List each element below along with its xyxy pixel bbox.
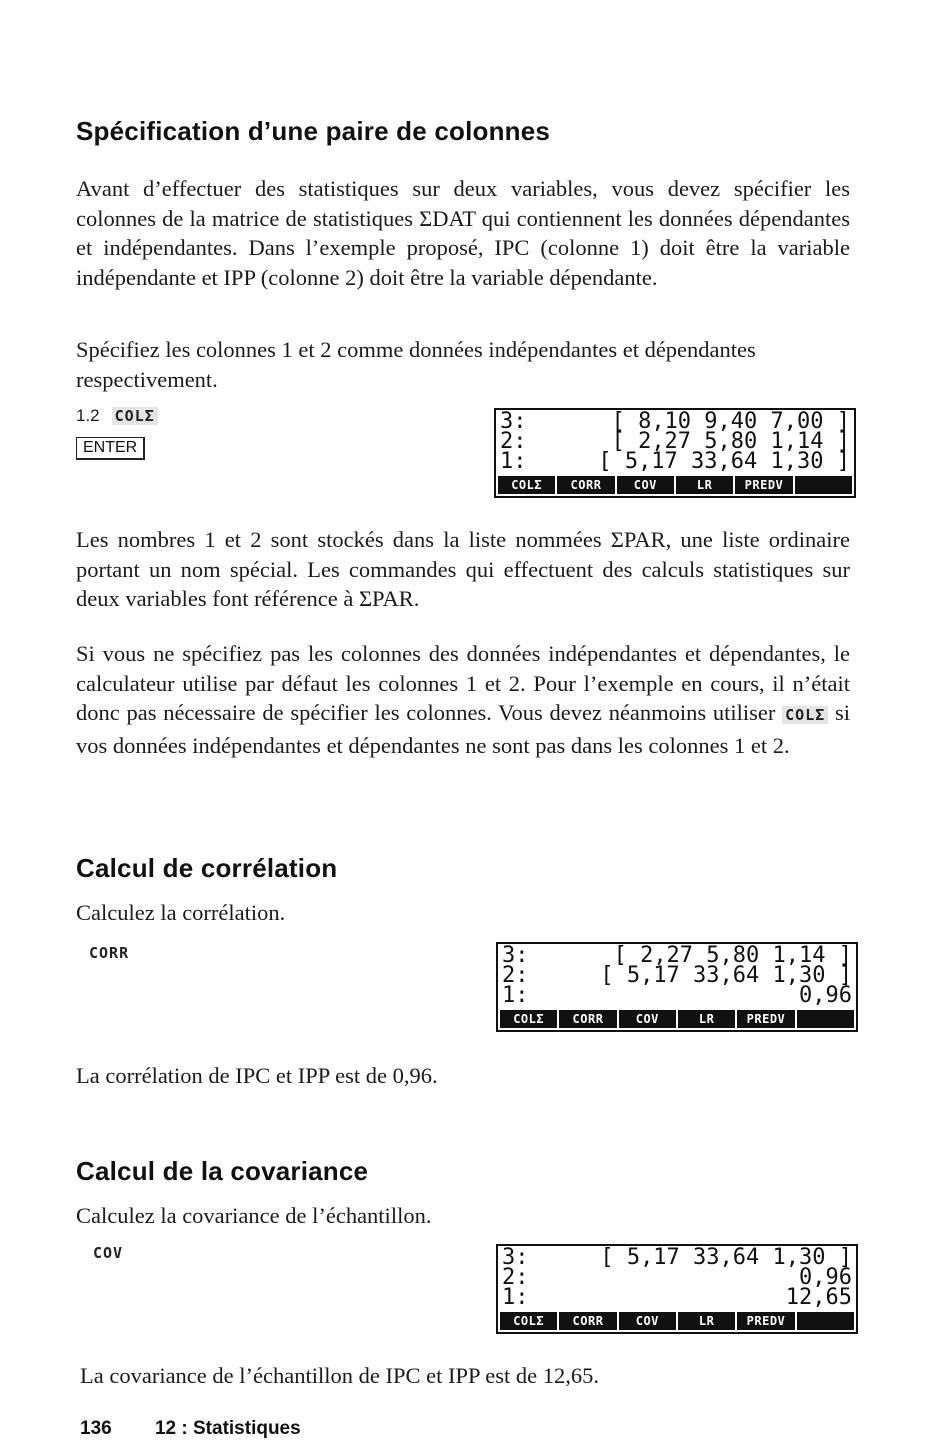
stack-level-3: 3: [ 8,10 9,40 7,00 ]: [500, 409, 850, 434]
softkey-corr[interactable]: CORR: [557, 476, 614, 494]
softkey-colsigma[interactable]: COLΣ: [500, 1312, 557, 1330]
paragraph-intro: Avant d’effectuer des statistiques sur deux variables, vous devez spécifier les colonnes de la matrice de statistiques ΣDAT qui contiennent les données dépendantes et indépendantes. Dans l’exemple proposé, IPC (colonne 1) doit être la variable indépendante et IPP (colonne 2) doit être la variable dépendante.: [76, 176, 850, 290]
paragraph-correlation-intro: Calculez la corrélation.: [76, 900, 286, 925]
page-number: 136: [80, 1418, 112, 1439]
softkey-menu-bar: [498, 476, 852, 494]
softkey-lr[interactable]: LR: [676, 476, 733, 494]
softkey-cov[interactable]: COV: [619, 1312, 676, 1330]
softkey-blank[interactable]: [797, 1312, 854, 1330]
keystroke-corr: [86, 944, 132, 963]
softkey-corr[interactable]: CORR: [559, 1010, 616, 1028]
paragraph-default-columns: Si vous ne spécifiez pas les colonnes des données indépendantes et dépendantes, le calculateur utilise par défaut les colonnes 1 et 2. Pour l’exemple en cours, il n’était donc pas nécessaire de spécifier les colonnes. Vous devez néanmoins utiliser COLΣ si vos données indépendantes et dépendantes ne sont pas dans les colonnes 1 et 2.: [76, 641, 851, 758]
stack-level-1: 1: 0,96: [502, 983, 852, 1008]
stack-level-3: 3: [ 5,17 33,64 1,30 ]: [502, 1245, 852, 1270]
stack-level-1: 1: [ 5,17 33,64 1,30 ]: [500, 449, 850, 474]
softkey-predv[interactable]: PREDV: [737, 1312, 794, 1330]
section-heading-correlation: Calcul de corrélation: [76, 853, 338, 883]
softkey-predv[interactable]: PREDV: [735, 476, 792, 494]
stack-level-2: 2: [ 5,17 33,64 1,30 ]: [502, 963, 852, 988]
page-footer: [80, 1418, 301, 1440]
paragraph-correlation-result: La corrélation de IPC et IPP est de 0,96.: [76, 1063, 438, 1088]
softkey-lr[interactable]: LR: [678, 1312, 735, 1330]
softkey-blank[interactable]: [797, 1010, 854, 1028]
softkey-cov[interactable]: COV: [617, 476, 674, 494]
stack-level-2: 2: 0,96: [502, 1265, 852, 1290]
softkey-predv[interactable]: PREDV: [737, 1010, 794, 1028]
softkey-cov[interactable]: COV: [619, 1010, 676, 1028]
softkey-menu-bar: [500, 1010, 854, 1028]
softkey-corr[interactable]: CORR: [559, 1312, 616, 1330]
colsigma-inline-key[interactable]: COLΣ: [782, 706, 828, 724]
stack-level-2: 2: [ 2,27 5,80 1,14 ]: [500, 429, 850, 454]
paragraph-covariance-intro: Calculez la covariance de l’échantillon.: [76, 1203, 432, 1228]
calculator-screen-3: [496, 1244, 858, 1334]
input-value: 1.2: [76, 406, 100, 425]
enter-key[interactable]: ENTER: [76, 437, 145, 460]
keystroke-cov: [90, 1244, 126, 1263]
softkey-lr[interactable]: LR: [678, 1010, 735, 1028]
calculator-screen-1: [494, 408, 856, 498]
colsigma-menu-key[interactable]: COLΣ: [112, 407, 158, 425]
paragraph-sigma-par: Les nombres 1 et 2 sont stockés dans la liste nommées ΣPAR, une liste ordinaire portant un nom spécial. Les commandes qui effectuent des calculs statistiques sur deux variables font référence à ΣPAR.: [76, 527, 850, 611]
stack-level-3: 3: [ 2,27 5,80 1,14 ]: [502, 943, 852, 968]
keystroke-sequence-colsigma: [76, 406, 158, 426]
section-heading-covariance: Calcul de la covariance: [76, 1156, 369, 1186]
paragraph-covariance-result: La covariance de l’échantillon de IPC et IPP est de 12,65.: [80, 1363, 600, 1388]
chapter-title: 12 : Statistiques: [154, 1418, 301, 1439]
paragraph-specify-columns: Spécifiez les colonnes 1 et 2 comme données indépendantes et dépendantes respectivement.: [76, 337, 756, 392]
calculator-screen-2: [496, 942, 858, 1032]
softkey-colsigma[interactable]: COLΣ: [498, 476, 555, 494]
stack-level-1: 1: 12,65: [502, 1285, 852, 1310]
section-heading-column-pair: Spécification d’une paire de colonnes: [76, 116, 551, 146]
softkey-colsigma[interactable]: COLΣ: [500, 1010, 557, 1028]
softkey-menu-bar: [500, 1312, 854, 1330]
corr-menu-key[interactable]: CORR: [89, 944, 130, 962]
cov-menu-key[interactable]: COV: [93, 1244, 124, 1262]
softkey-blank[interactable]: [795, 476, 852, 494]
